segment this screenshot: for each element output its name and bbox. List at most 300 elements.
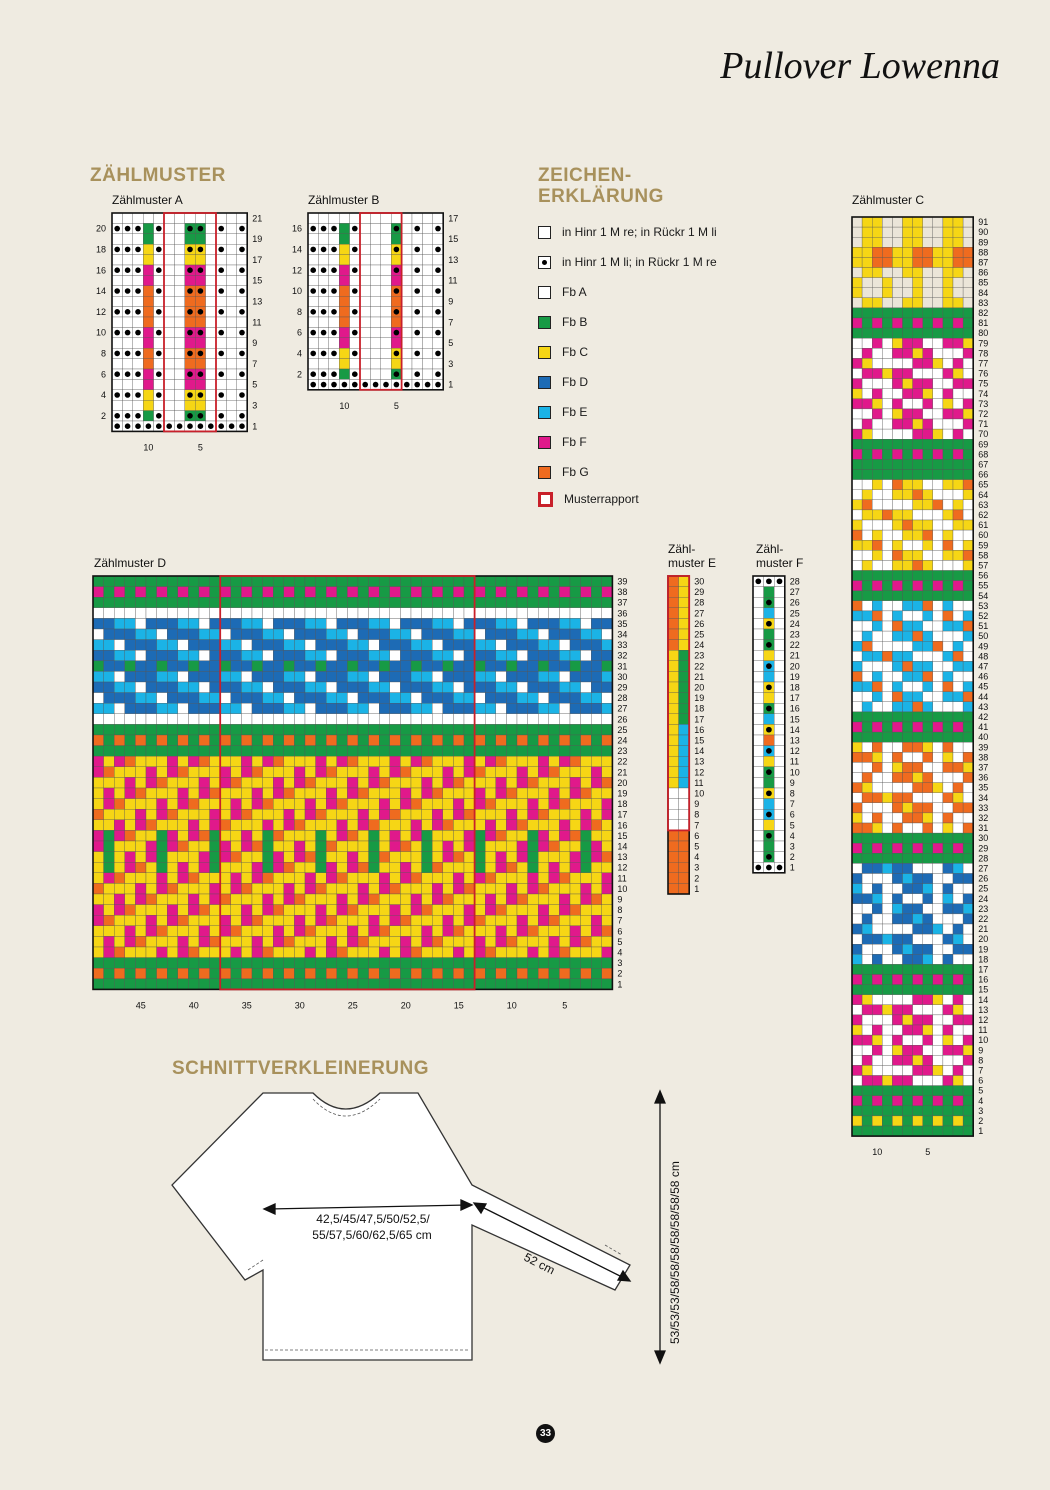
chart-cell	[913, 510, 923, 520]
chart-cell	[326, 777, 337, 788]
chart-cell	[167, 830, 178, 841]
chart-cell	[862, 732, 872, 742]
chart-cell	[913, 722, 923, 732]
chart-cell	[206, 244, 216, 254]
chart-cell	[252, 841, 263, 852]
chart-cell	[305, 608, 316, 619]
chart-cell	[263, 746, 274, 757]
chart-cell	[154, 317, 164, 327]
chart-cell	[963, 581, 973, 591]
chart-cell	[862, 1015, 872, 1025]
row-number: 30	[617, 671, 628, 682]
row-number: 13	[694, 756, 705, 767]
chart-cell	[133, 338, 143, 348]
chart-cell	[923, 268, 933, 278]
chart-cell	[273, 661, 284, 672]
chart-cell	[953, 399, 963, 409]
chart-cell	[852, 490, 862, 500]
chart-cell	[862, 318, 872, 328]
chart-cell	[443, 587, 454, 598]
chart-cell	[570, 947, 581, 958]
chart-cell	[326, 905, 337, 916]
chart-cell	[390, 979, 401, 990]
chart-cell	[903, 995, 913, 1005]
chart-cell	[933, 1086, 943, 1096]
chart-cell	[379, 777, 390, 788]
chart-cell	[903, 1116, 913, 1126]
chart-cell	[943, 661, 953, 671]
chart-cell	[549, 968, 560, 979]
chart-cell	[390, 958, 401, 969]
chart-cell	[263, 671, 274, 682]
chart-cell	[112, 338, 122, 348]
chart-cell	[125, 788, 136, 799]
chart-cell	[903, 480, 913, 490]
chart-cell	[485, 756, 496, 767]
chart-cell	[210, 830, 221, 841]
chart-cell	[188, 714, 199, 725]
chart-cell	[923, 914, 933, 924]
chart-cell	[882, 268, 892, 278]
chart-cell	[963, 752, 973, 762]
chart-cell	[125, 915, 136, 926]
chart-cell	[963, 904, 973, 914]
purl-dot	[114, 351, 120, 357]
chart-cell	[913, 914, 923, 924]
chart-cell	[581, 915, 592, 926]
chart-cell	[206, 296, 216, 306]
chart-cell	[570, 968, 581, 979]
chart-cell	[358, 894, 369, 905]
chart-cell	[252, 597, 263, 608]
chart-cell	[570, 629, 581, 640]
chart-cell	[422, 296, 432, 306]
chart-cell	[506, 767, 517, 778]
chart-cell	[872, 672, 882, 682]
chart-cell	[496, 587, 507, 598]
chart-cell	[933, 773, 943, 783]
chart-cell	[422, 841, 433, 852]
chart-cell	[953, 1025, 963, 1035]
chart-cell	[263, 947, 274, 958]
chart-cell	[358, 640, 369, 651]
chart-cell	[273, 883, 284, 894]
purl-dot	[218, 309, 224, 315]
chart-cell	[913, 217, 923, 227]
chart-cell	[443, 693, 454, 704]
chart-cell	[453, 735, 464, 746]
chart-cell	[390, 777, 401, 788]
chart-cell	[210, 883, 221, 894]
chart-cell	[485, 608, 496, 619]
chart-cell	[559, 841, 570, 852]
chart-cell	[963, 429, 973, 439]
chart-cell	[963, 328, 973, 338]
chart-cell	[570, 958, 581, 969]
chart-cell	[882, 308, 892, 318]
chart-cell	[506, 788, 517, 799]
chart-cell	[316, 735, 327, 746]
chart-cell	[174, 411, 184, 421]
chart-cell	[347, 820, 358, 831]
chart-cell	[241, 894, 252, 905]
chart-cell	[679, 746, 690, 757]
row-number: 17	[978, 964, 989, 975]
chart-cell	[774, 820, 785, 831]
chart-cell	[953, 672, 963, 682]
chart-cell	[496, 788, 507, 799]
chart-cell	[943, 793, 953, 803]
legend-item-fb-f	[538, 433, 587, 451]
legend-label: Fb E	[562, 405, 588, 419]
chart-cell	[953, 480, 963, 490]
chart-cell	[220, 905, 231, 916]
chart-cell	[379, 714, 390, 725]
chart-cell	[337, 809, 348, 820]
chart-cell	[506, 809, 517, 820]
chart-cell	[432, 703, 443, 714]
chart-cell	[360, 234, 370, 244]
row-number: 25	[789, 608, 800, 619]
purl-dot	[766, 621, 772, 627]
chart-cell	[360, 348, 370, 358]
chart-cell	[381, 338, 391, 348]
chart-cell	[862, 823, 872, 833]
page-number: 33	[536, 1424, 555, 1443]
chart-cell	[528, 894, 539, 905]
chart-cell	[305, 894, 316, 905]
chart-cell	[903, 298, 913, 308]
chart-cell	[263, 608, 274, 619]
chart-cell	[774, 735, 785, 746]
chart-cell	[400, 862, 411, 873]
chart-cell	[774, 618, 785, 629]
chart-cell	[369, 947, 380, 958]
purl-dot	[156, 247, 162, 253]
chart-cell	[370, 244, 380, 254]
chart-cell	[862, 863, 872, 873]
chart-cell	[370, 338, 380, 348]
chart-cell	[164, 338, 174, 348]
chart-cell	[464, 746, 475, 757]
chart-cell	[231, 830, 242, 841]
chart-cell	[443, 735, 454, 746]
chart-cell	[913, 581, 923, 591]
chart-cell	[369, 873, 380, 884]
chart-cell	[591, 830, 602, 841]
chart-cell	[943, 237, 953, 247]
chart-cell	[174, 338, 184, 348]
chart-cell	[903, 369, 913, 379]
chart-cell	[559, 703, 570, 714]
chart-cell	[913, 449, 923, 459]
chart-cell	[774, 746, 785, 757]
chart-cell	[210, 597, 221, 608]
row-number: 11	[978, 1025, 988, 1036]
chart-cell	[412, 275, 422, 285]
chart-cell	[903, 328, 913, 338]
chart-cell	[337, 671, 348, 682]
chart-cell	[231, 968, 242, 979]
chart-cell	[882, 843, 892, 853]
chart-cell	[903, 712, 913, 722]
chart-cell	[369, 640, 380, 651]
chart-cell	[379, 618, 390, 629]
column-number: 5	[562, 1000, 568, 1011]
chart-cell	[872, 661, 882, 671]
chart-cell	[872, 268, 882, 278]
chart-cell	[862, 399, 872, 409]
chart-cell	[963, 1096, 973, 1106]
chart-cell	[862, 712, 872, 722]
chart-cell	[852, 328, 862, 338]
chart-cell	[316, 587, 327, 598]
chart-cell	[93, 682, 104, 693]
chart-cell	[862, 217, 872, 227]
chart-cell	[933, 874, 943, 884]
chart-cell	[943, 1005, 953, 1015]
chart-cell	[923, 803, 933, 813]
chart-cell	[125, 777, 136, 788]
chart-cell	[774, 756, 785, 767]
chart-cell	[943, 702, 953, 712]
chart-cell	[252, 968, 263, 979]
chart-cell	[903, 419, 913, 429]
chart-cell	[882, 813, 892, 823]
chart-cell	[679, 714, 690, 725]
chart-cell	[923, 1076, 933, 1086]
chart-cell	[591, 703, 602, 714]
chart-cell	[852, 288, 862, 298]
chart-cell	[602, 629, 613, 640]
purl-dot	[414, 226, 420, 232]
chart-cell	[135, 841, 146, 852]
chart-cell	[668, 661, 679, 672]
chart-cell	[753, 788, 764, 799]
chart-cell	[125, 587, 136, 598]
chart-cell	[933, 1055, 943, 1065]
chart-cell	[358, 979, 369, 990]
chart-cell	[872, 702, 882, 712]
chart-cell	[220, 788, 231, 799]
chart-cell	[862, 773, 872, 783]
chart-f-label-2: muster F	[756, 556, 804, 570]
chart-cell	[174, 213, 184, 223]
chart-cell	[591, 671, 602, 682]
chart-cell	[347, 968, 358, 979]
chart-cell	[339, 369, 349, 379]
chart-cell	[852, 631, 862, 641]
chart-cell	[528, 883, 539, 894]
chart-cell	[517, 979, 528, 990]
purl-dot	[352, 351, 358, 357]
chart-cell	[475, 820, 486, 831]
chart-cell	[104, 693, 115, 704]
chart-cell	[549, 756, 560, 767]
chart-cell	[195, 379, 205, 389]
row-number: 9	[789, 777, 795, 788]
chart-cell	[475, 936, 486, 947]
purl-dot	[362, 382, 368, 388]
chart-cell	[185, 275, 195, 285]
purl-dot	[435, 351, 441, 357]
chart-cell	[903, 338, 913, 348]
chart-cell	[400, 926, 411, 937]
chart-cell	[411, 661, 422, 672]
chart-cell	[528, 618, 539, 629]
row-number: 4	[789, 830, 795, 841]
chart-cell	[381, 244, 391, 254]
chart-cell	[316, 841, 327, 852]
chart-cell	[339, 296, 349, 306]
chart-cell	[178, 809, 189, 820]
chart-cell	[402, 275, 412, 285]
row-number: 28	[978, 853, 989, 864]
chart-cell	[231, 958, 242, 969]
chart-cell	[379, 746, 390, 757]
chart-cell	[178, 714, 189, 725]
chart-cell	[164, 223, 174, 233]
purl-dot	[766, 663, 772, 669]
purl-dot	[218, 247, 224, 253]
chart-cell	[114, 894, 125, 905]
chart-cell	[882, 419, 892, 429]
chart-cell	[882, 661, 892, 671]
chart-cell	[146, 650, 157, 661]
chart-cell	[443, 830, 454, 841]
chart-cell	[933, 369, 943, 379]
chart-cell	[114, 693, 125, 704]
chart-cell	[143, 307, 153, 317]
chart-cell	[933, 894, 943, 904]
row-number: 40	[978, 732, 989, 743]
row-number: 4	[296, 348, 302, 359]
chart-cell	[528, 799, 539, 810]
chart-cell	[433, 296, 443, 306]
chart-cell	[199, 714, 210, 725]
purl-dot	[321, 351, 327, 357]
chart-cell	[953, 773, 963, 783]
chart-cell	[872, 1045, 882, 1055]
chart-cell	[602, 746, 613, 757]
chart-cell	[852, 560, 862, 570]
chart-cell	[862, 308, 872, 318]
chart-cell	[167, 746, 178, 757]
chart-cell	[913, 520, 923, 530]
chart-cell	[443, 852, 454, 863]
chart-cell	[953, 550, 963, 560]
chart-cell	[517, 862, 528, 873]
chart-cell	[862, 894, 872, 904]
chart-cell	[231, 703, 242, 714]
chart-cell	[538, 852, 549, 863]
chart-cell	[216, 255, 226, 265]
chart-cell	[506, 618, 517, 629]
chart-cell	[237, 255, 247, 265]
chart-cell	[294, 968, 305, 979]
chart-cell	[104, 894, 115, 905]
chart-cell	[953, 449, 963, 459]
chart-cell	[753, 714, 764, 725]
chart-cell	[559, 968, 570, 979]
chart-cell	[178, 979, 189, 990]
chart-cell	[284, 597, 295, 608]
row-number: 16	[291, 223, 302, 234]
chart-cell	[872, 853, 882, 863]
row-number: 30	[694, 576, 705, 587]
chart-cell	[903, 1076, 913, 1086]
chart-cell	[358, 608, 369, 619]
row-number: 23	[617, 746, 628, 757]
chart-cell	[963, 591, 973, 601]
chart-cell	[231, 724, 242, 735]
chart-cell	[422, 587, 433, 598]
chart-cell	[443, 767, 454, 778]
chart-cell	[164, 307, 174, 317]
chart-cell	[337, 767, 348, 778]
chart-cell	[963, 803, 973, 813]
chart-cell	[528, 661, 539, 672]
chart-cell	[475, 618, 486, 629]
chart-cell	[464, 936, 475, 947]
chart-cell	[882, 348, 892, 358]
chart-cell	[157, 936, 168, 947]
chart-cell	[252, 618, 263, 629]
chart-cell	[178, 883, 189, 894]
chart-cell	[146, 587, 157, 598]
chart-cell	[339, 275, 349, 285]
chart-cell	[591, 968, 602, 979]
chart-cell	[167, 852, 178, 863]
chart-cell	[485, 703, 496, 714]
chart-cell	[538, 597, 549, 608]
chart-cell	[411, 746, 422, 757]
chart-cell	[882, 1025, 892, 1035]
chart-cell	[347, 841, 358, 852]
chart-cell	[538, 905, 549, 916]
column-number: 20	[400, 1000, 411, 1011]
chart-cell	[852, 813, 862, 823]
chart-cell	[391, 296, 401, 306]
schematic-heading: SCHNITTVERKLEINERUNG	[172, 1058, 430, 1079]
chart-cell	[379, 640, 390, 651]
chart-cell	[231, 629, 242, 640]
chart-cell	[284, 640, 295, 651]
chart-cell	[411, 947, 422, 958]
chart-cell	[882, 389, 892, 399]
chart-cell	[852, 661, 862, 671]
chart-cell	[943, 944, 953, 954]
chart-cell	[903, 217, 913, 227]
chart-cell	[913, 702, 923, 712]
chart-cell	[231, 936, 242, 947]
chart-cell	[464, 947, 475, 958]
chart-cell	[528, 767, 539, 778]
chart-cell	[913, 591, 923, 601]
chart-f-grid	[753, 576, 800, 874]
chart-cell	[347, 926, 358, 937]
chart-cell	[199, 756, 210, 767]
chart-cell	[506, 629, 517, 640]
chart-cell	[135, 905, 146, 916]
chart-cell	[400, 809, 411, 820]
purl-dot	[125, 226, 131, 232]
chart-cell	[411, 820, 422, 831]
chart-cell	[237, 213, 247, 223]
chart-cell	[273, 820, 284, 831]
chart-cell	[370, 296, 380, 306]
chart-cell	[146, 862, 157, 873]
